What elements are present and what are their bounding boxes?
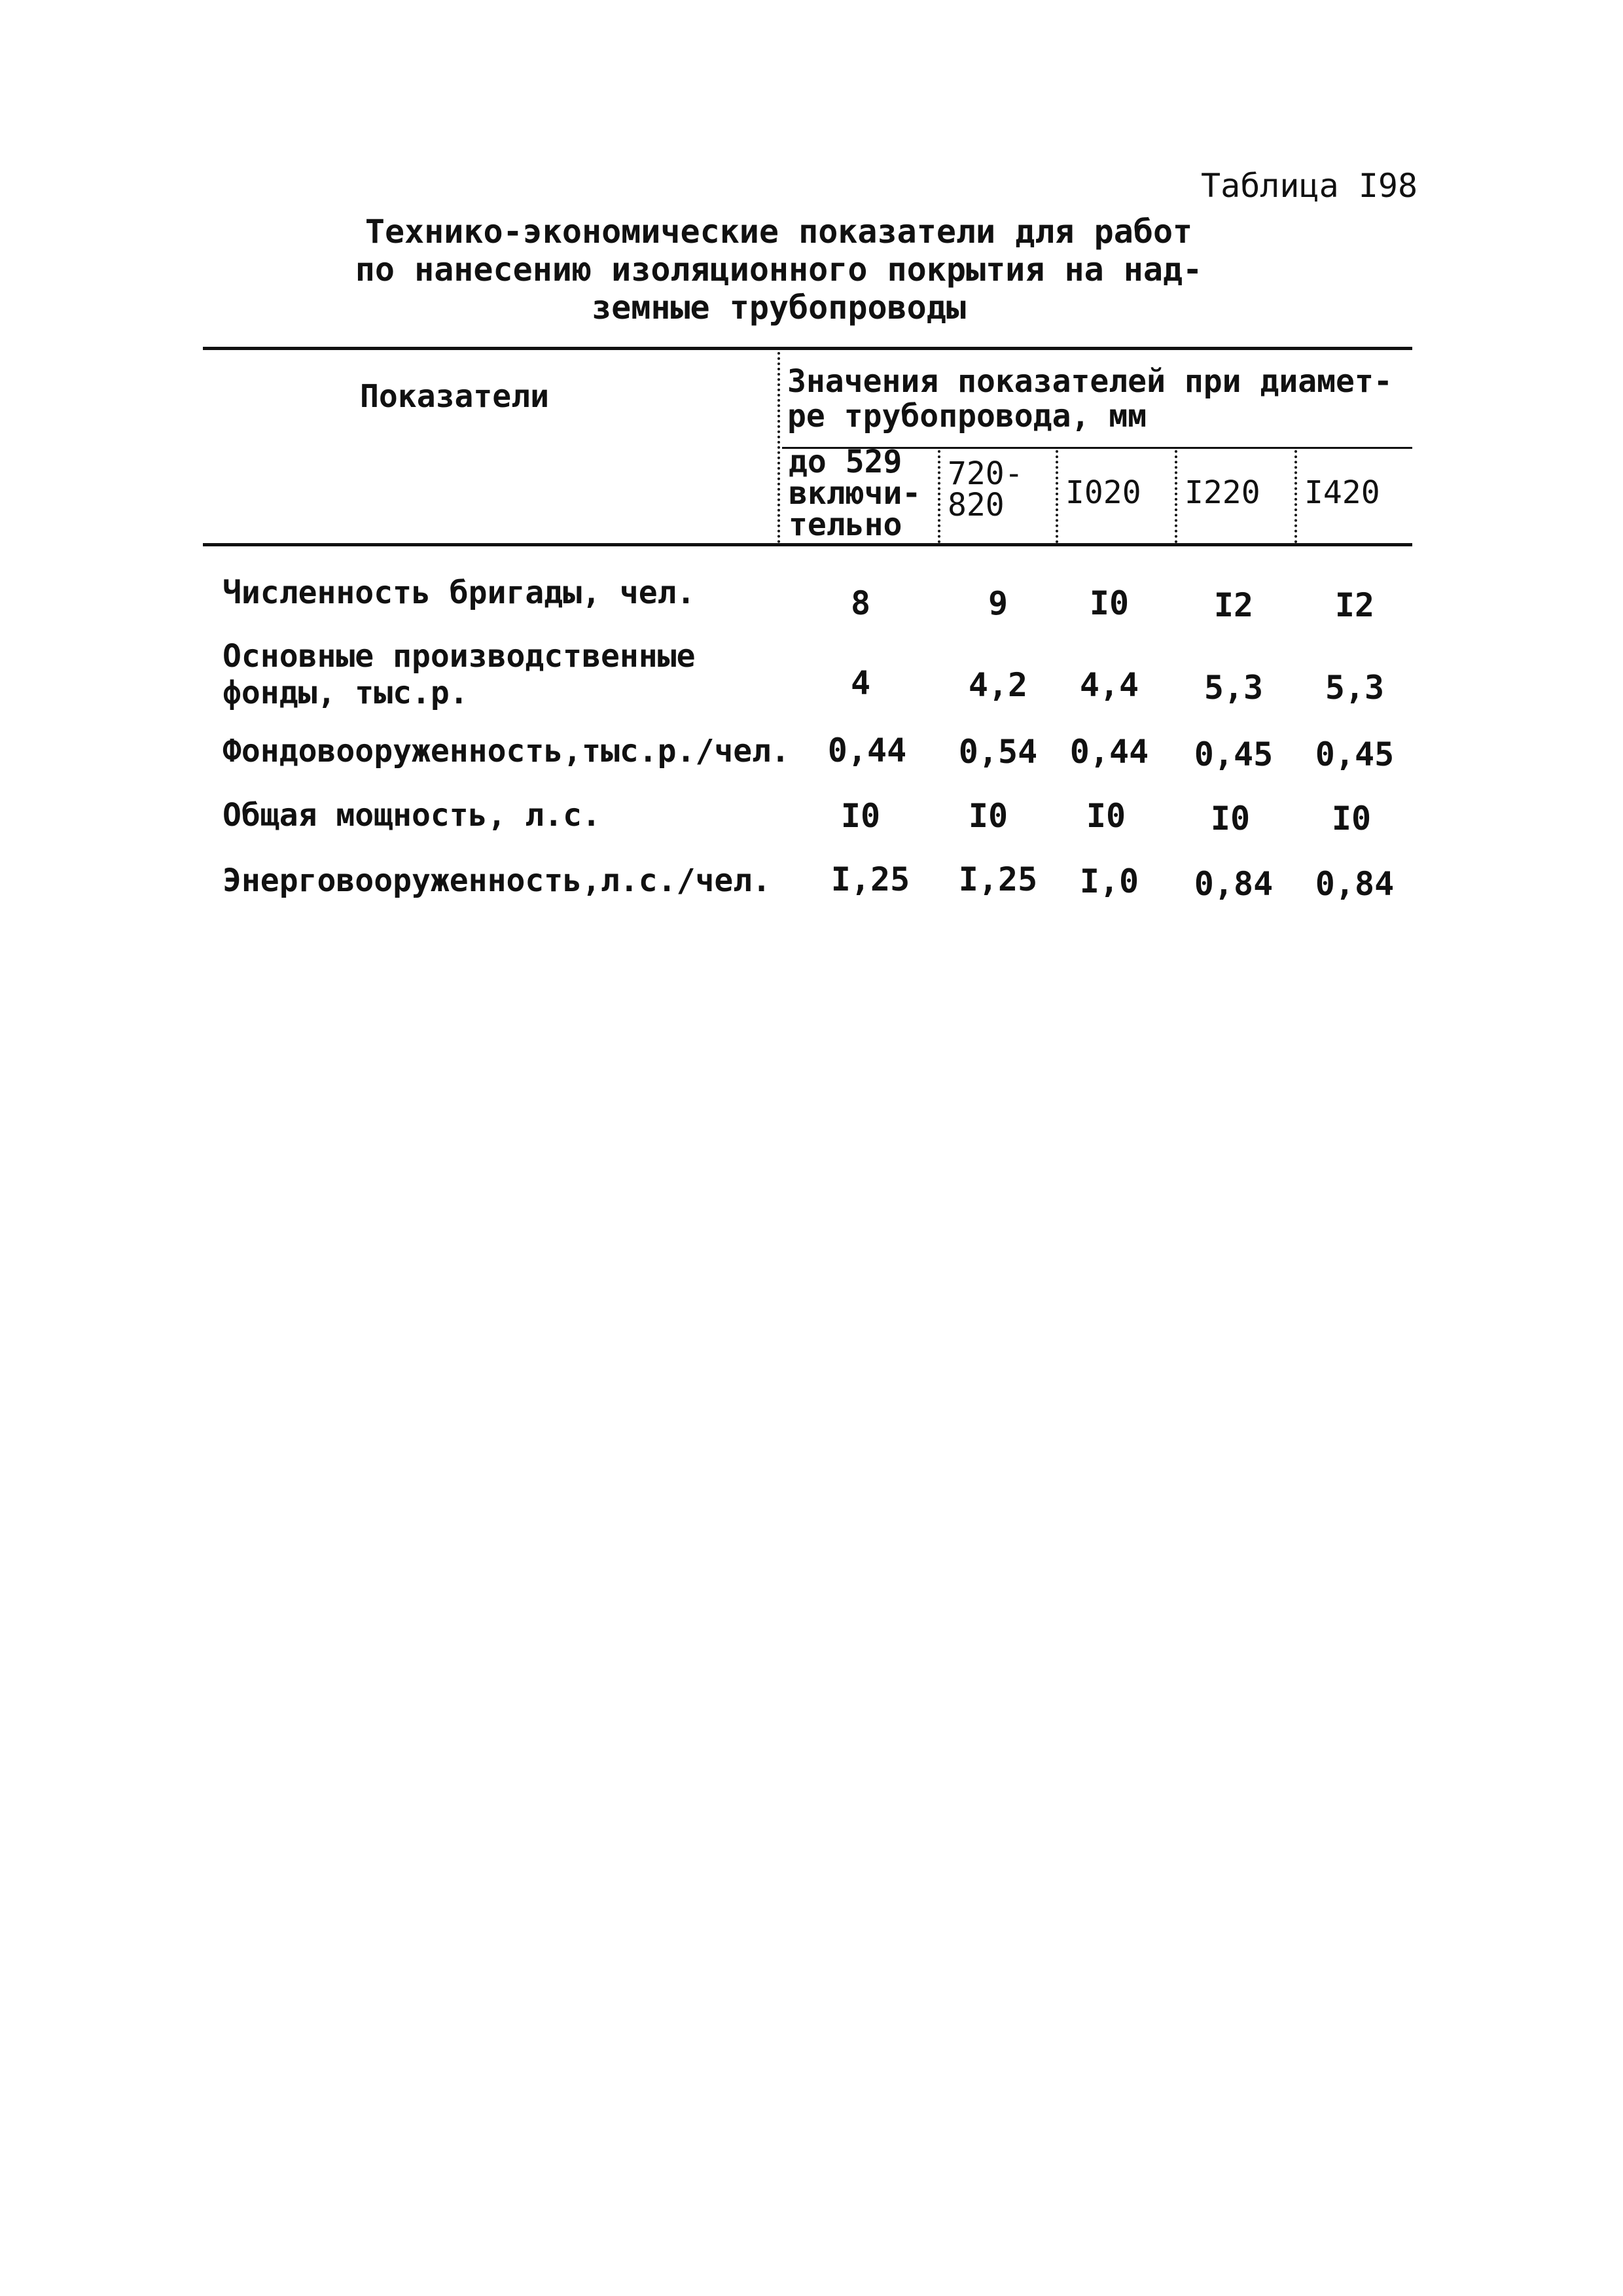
table-cell: 0,45 xyxy=(1315,735,1395,773)
table-cell: I,0 xyxy=(1079,862,1139,900)
table-cell: 0,44 xyxy=(1069,733,1149,771)
table-title xyxy=(301,213,1257,327)
row-label: Основные производственные фонды, тыс.р. xyxy=(223,638,696,711)
table-cell: 0,45 xyxy=(1194,735,1274,773)
table-cell: 0,84 xyxy=(1194,865,1274,903)
table-cell: 5,3 xyxy=(1325,669,1385,707)
header-col-4: I220 xyxy=(1185,474,1260,511)
column-separator xyxy=(1056,450,1060,543)
table-cell: 4 xyxy=(850,664,871,702)
column-separator xyxy=(1175,450,1179,543)
header-group-line-1: Значения показателей при диамет- xyxy=(787,363,1393,400)
row-label: Энерговооруженность,л.с./чел. xyxy=(223,862,772,899)
header-col-5: I420 xyxy=(1304,474,1380,511)
table-cell: I0 xyxy=(840,797,881,835)
table-cell: 8 xyxy=(850,584,871,622)
table-cell: 0,44 xyxy=(827,732,907,769)
header-indicators: Показатели xyxy=(360,378,549,415)
header-bottom-rule xyxy=(203,543,1412,546)
column-separator xyxy=(938,450,942,543)
table-cell: I2 xyxy=(1334,586,1375,624)
table-cell: I,25 xyxy=(830,860,910,898)
table-cell: I0 xyxy=(1210,800,1251,838)
table-cell: I0 xyxy=(968,797,1008,835)
header-col-2: 720- 820 xyxy=(948,455,1024,523)
header-col-1: до 529 включи- тельно xyxy=(789,444,921,543)
row-label: Фондовооруженность,тыс.р./чел. xyxy=(223,733,790,769)
header-col-3: I020 xyxy=(1065,474,1141,511)
row-label: Общая мощность, л.с. xyxy=(223,797,601,834)
table-cell: I2 xyxy=(1213,586,1254,624)
table-top-rule xyxy=(203,347,1412,350)
title-line-1: Технико-экономические показатели для работ xyxy=(365,213,1193,251)
table-cell: 4,2 xyxy=(968,666,1028,704)
table-cell: I,25 xyxy=(958,860,1038,898)
header-separator xyxy=(777,352,781,543)
row-label: Численность бригады, чел. xyxy=(223,574,696,611)
table-cell: 4,4 xyxy=(1079,666,1139,704)
table-cell: 9 xyxy=(988,584,1008,622)
column-separator xyxy=(1294,450,1298,543)
table-number: Таблица I98 xyxy=(1201,167,1418,205)
table-cell: I0 xyxy=(1089,584,1130,622)
table-cell: I0 xyxy=(1331,800,1372,838)
title-line-2: по нанесению изоляционного покрытия на над- xyxy=(355,251,1203,289)
header-group-line-2: ре трубопровода, мм xyxy=(787,398,1147,434)
table-cell: 5,3 xyxy=(1204,669,1264,707)
table-cell: 0,54 xyxy=(958,733,1038,771)
title-line-3: земные трубопроводы xyxy=(592,289,966,327)
table-cell: 0,84 xyxy=(1315,865,1395,903)
table-cell: I0 xyxy=(1086,797,1126,835)
